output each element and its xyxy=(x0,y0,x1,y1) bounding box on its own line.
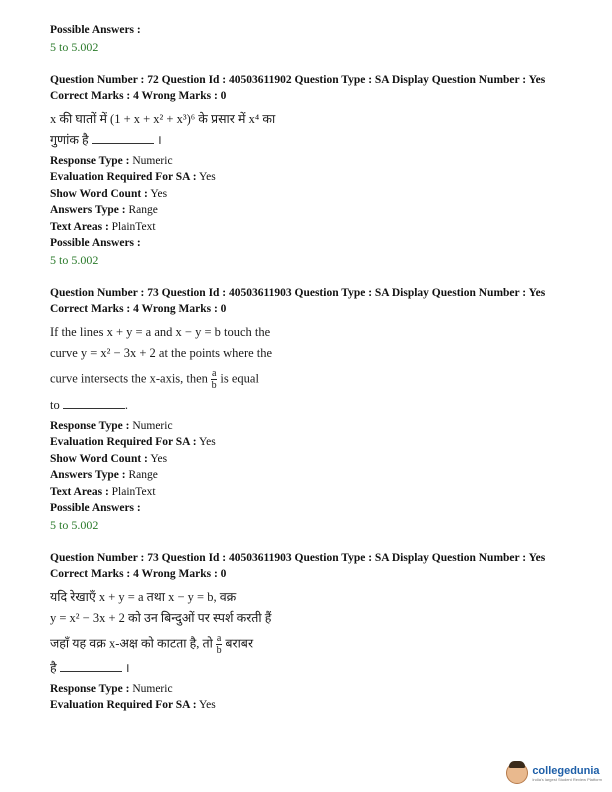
question-73-hindi-block xyxy=(50,550,580,714)
answers-type: Answers Type : Range xyxy=(50,469,158,481)
marks-header: Correct Marks : 4 Wrong Marks : 0 xyxy=(50,568,227,580)
response-type: Response Type : Numeric xyxy=(50,154,173,167)
mascot-icon xyxy=(506,762,528,784)
evaluation-required: Evaluation Required For SA : Yes xyxy=(50,436,216,448)
evaluation-required: Evaluation Required For SA : Yes xyxy=(50,699,216,711)
question-line-4: है । xyxy=(50,660,130,675)
logo-brand: collegedunia xyxy=(532,764,600,777)
question-line-4: to . xyxy=(50,397,128,412)
answers-type: Answers Type : Range xyxy=(50,204,158,216)
response-type: Response Type : Numeric xyxy=(50,682,173,695)
question-line-2: curve y = x² − 3x + 2 at the points where the xyxy=(50,345,273,360)
text-areas: Text Areas : PlainText xyxy=(50,485,156,498)
question-header: Question Number : 72 Question Id : 40503611902 Question Type : SA Display Question Number : Yes xyxy=(50,73,546,86)
answer-blank xyxy=(63,398,125,409)
logo-tagline: India's largest Student Review Platform xyxy=(532,776,602,782)
answer-block-previous xyxy=(50,22,580,56)
question-72-block xyxy=(50,72,580,269)
possible-answers-label: Possible Answers : xyxy=(50,237,141,249)
answer-blank xyxy=(92,133,154,144)
fraction-a-over-b: $\frac{a}{b}$ xyxy=(216,632,222,656)
fraction-a-over-b: $\frac{a}{b}$ xyxy=(211,367,217,391)
response-type: Response Type : Numeric xyxy=(50,419,173,432)
possible-answers-label: Possible Answers : xyxy=(50,24,141,36)
show-word-count: Show Word Count : Yes xyxy=(50,452,168,465)
question-line-2: गुणांक है । xyxy=(50,132,162,147)
collegedunia-logo xyxy=(506,762,602,784)
question-line-3: curve intersects the x-axis, then $\frac{a}{b}$ is equal xyxy=(50,367,259,391)
question-line-2: y = x² − 3x + 2 को उन बिन्दुओं पर स्पर्श करती हैं xyxy=(50,610,272,625)
question-line: x की घातों में (1 + x + x² + x³)⁶ के प्रसार में x⁴ का xyxy=(50,111,276,126)
possible-answers-value: 5 to 5.002 xyxy=(50,39,99,54)
marks-header: Correct Marks : 4 Wrong Marks : 0 xyxy=(50,303,227,315)
marks-header: Correct Marks : 4 Wrong Marks : 0 xyxy=(50,90,227,102)
question-text xyxy=(50,322,580,416)
evaluation-required: Evaluation Required For SA : Yes xyxy=(50,171,216,183)
question-text xyxy=(50,109,580,151)
answer-blank xyxy=(60,661,122,672)
document-page xyxy=(50,22,580,714)
question-text xyxy=(50,587,580,679)
question-line: If the lines x + y = a and x − y = b touch the xyxy=(50,324,271,339)
question-line-3: जहाँ यह वक्र x-अक्ष को काटता है, तो $\frac{a}{b}$ बराबर xyxy=(50,632,254,656)
question-line: यदि रेखाएँ x + y = a तथा x − y = b, वक्र xyxy=(50,589,237,604)
possible-answers-label: Possible Answers : xyxy=(50,502,141,514)
question-header: Question Number : 73 Question Id : 40503611903 Question Type : SA Display Question Number : Yes xyxy=(50,286,546,299)
question-73-english-block xyxy=(50,285,580,534)
show-word-count: Show Word Count : Yes xyxy=(50,187,168,200)
text-areas: Text Areas : PlainText xyxy=(50,220,156,233)
question-header: Question Number : 73 Question Id : 40503611903 Question Type : SA Display Question Number : Yes xyxy=(50,551,546,564)
possible-answers-value: 5 to 5.002 xyxy=(50,252,99,267)
possible-answers-value: 5 to 5.002 xyxy=(50,517,99,532)
